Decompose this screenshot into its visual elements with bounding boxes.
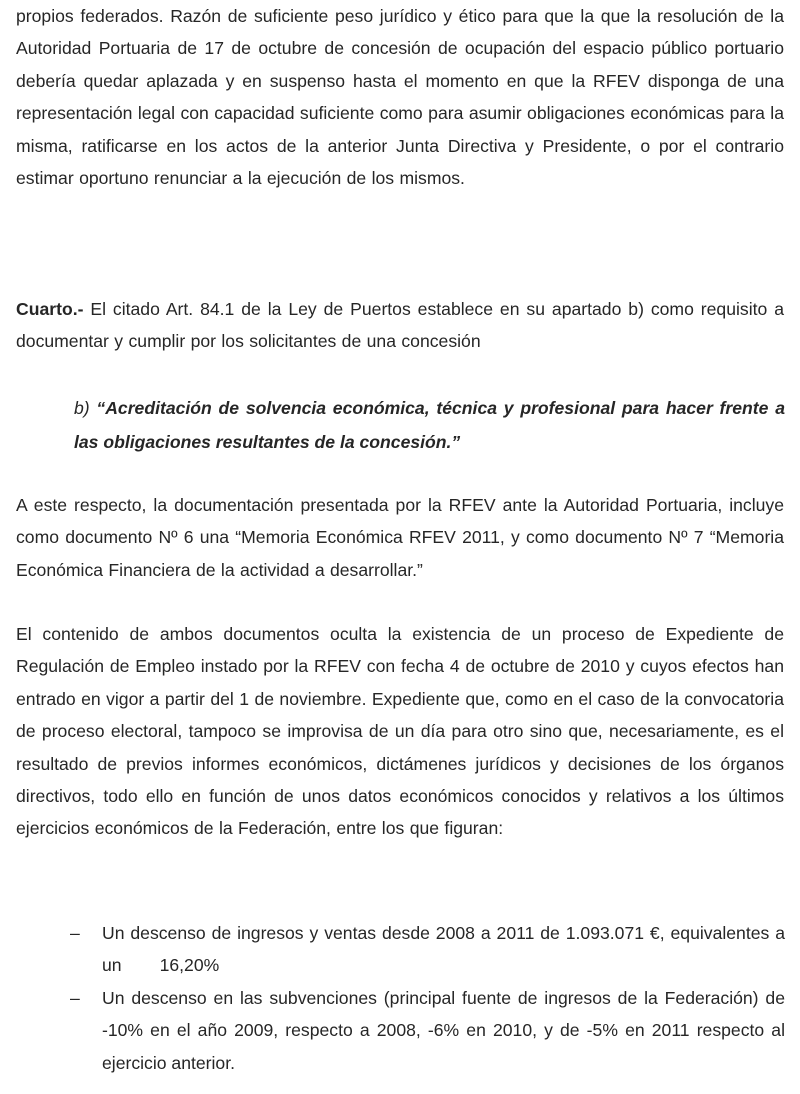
list-item-value: 16,20% xyxy=(159,955,220,976)
dash-bullet: – xyxy=(70,923,80,943)
list-item xyxy=(70,982,785,1079)
quote-prefix: b) xyxy=(74,398,97,418)
paragraph-cuarto-body: El citado Art. 84.1 de la Ley de Puertos establece en su apartado b) como requisito a documentar y cumplir por los solicitantes de una concesión xyxy=(16,299,784,352)
list-item xyxy=(70,917,785,982)
paragraph-concession-suspension: propios federados. Razón de suficiente peso jurídico y ético para que la que la resolución de la Autoridad Portuaria de 17 de octubre de concesión de ocupación del espacio público portuario debería quedar aplazada y en suspenso hasta el momento en que la RFEV disponga de una representación legal con capacidad suficiente como para asumir obligaciones económicas para la misma, ratificarse en los actos de la anterior Junta Directiva y Presidente, o por el contrario estimar oportuno renunciar a la ejecución de los mismos. xyxy=(16,6,784,189)
paragraph-ere-process: El contenido de ambos documentos oculta la existencia de un proceso de Expediente de Regulación de Empleo instado por la RFEV con fecha 4 de octubre de 2010 y cuyos efectos han entrado en vigor a partir del 1 de noviembre. Expediente que, como en el caso de la convocatoria de proceso electoral, tampoco se improvisa de un día para otro sino que, necesariamente, es el resultado de previos informes económicos, dictámenes jurídicos y decisiones de los órganos directivos, todo ello en función de unos datos económicos conocidos y relativos a los últimos ejercicios económicos de la Federación, entre los que figuran: xyxy=(16,624,784,839)
paragraph-documentation: A este respecto, la documentación presentada por la RFEV ante la Autoridad Portuaria, incluye como documento Nº 6 una “Memoria Económica RFEV 2011, y como documento Nº 7 “Memoria Económica Financiera de la actividad a desarrollar.” xyxy=(16,495,784,580)
section-heading-cuarto: Cuarto.- xyxy=(16,299,84,319)
dash-bullet: – xyxy=(70,987,80,1008)
list-item-text: Un descenso en las subvenciones (principal fuente de ingresos de la Federación) de -10% en el año 2009, respecto a 2008, -6% en 2010, y de -5% en 2011 respecto al ejercicio anterior. xyxy=(102,987,785,1073)
list-item-text: Un descenso de ingresos y ventas desde 2008 a 2011 de 1.093.071 €, equivalentes a un xyxy=(102,923,785,976)
paragraph-cuarto xyxy=(16,293,784,358)
quote-text: “Acreditación de solvencia económica, técnica y profesional para hacer frente a las obligaciones resultantes de la concesión.” xyxy=(74,398,785,452)
economic-data-list xyxy=(70,917,785,1079)
quoted-requirement xyxy=(74,391,785,459)
